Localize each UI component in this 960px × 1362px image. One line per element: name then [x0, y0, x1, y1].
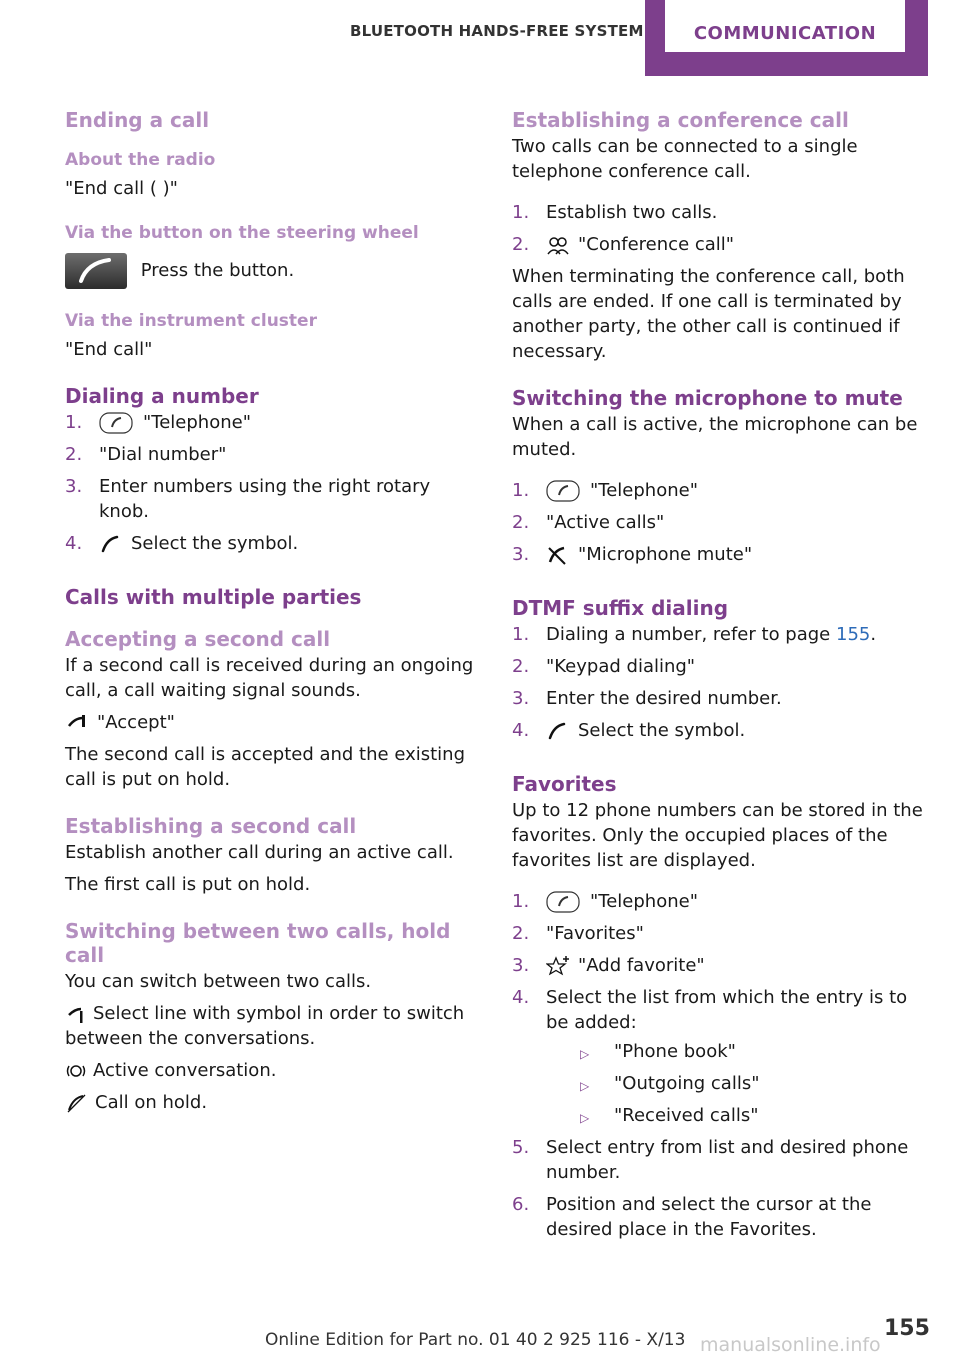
list-item: 1. Dialing a number, refer to page 155. [512, 624, 877, 645]
dialing-heading: Dialing a number [65, 384, 259, 408]
list-source-options [546, 1039, 932, 1128]
footer-edition: Online Edition for Part no. 01 40 2 925 116 - X/13 [265, 1330, 686, 1350]
right-column [512, 108, 932, 1249]
list-item: 1. "Telephone" [512, 891, 698, 912]
switch-text: You can switch between two calls. [65, 971, 372, 992]
conference-call-icon [546, 234, 568, 256]
mute-heading: Switching the microphone to mute [512, 386, 903, 410]
list-item: 2. "Conference call" [512, 234, 735, 255]
page-link[interactable]: 155 [836, 624, 871, 645]
dtmf-steps [512, 622, 932, 743]
favorites-steps [512, 889, 932, 1242]
switch-line-icon [65, 1003, 87, 1025]
list-item: 3. Enter numbers using the right rotary knob. [65, 476, 431, 522]
list-item: 1. "Telephone" [65, 412, 251, 433]
list-item: 2. "Favorites" [512, 923, 644, 944]
list-item: ▷ "Received calls" [580, 1105, 759, 1126]
favorites-heading: Favorites [512, 772, 617, 796]
accept-result: The second call is accepted and the existing call is put on hold. [65, 744, 465, 790]
conference-steps [512, 200, 932, 257]
steering-subheading: Via the button on the steering wheel [65, 223, 419, 243]
phone-handset-icon [99, 533, 121, 555]
microphone-mute-icon [546, 544, 568, 566]
watermark: manualsonline.info [700, 1334, 881, 1356]
dtmf-heading: DTMF suffix dialing [512, 596, 729, 620]
steering-row [65, 253, 483, 289]
list-item: 5. Select entry from list and desired phone number. [512, 1137, 909, 1183]
steering-text: Press the button. [140, 260, 295, 281]
conference-note: When terminating the conference call, both calls are ended. If one call is terminated by another party, the other call is continued if necessary. [512, 266, 905, 362]
list-item: 3. Enter the desired number. [512, 688, 782, 709]
active-conversation-icon [65, 1060, 87, 1082]
left-column [65, 108, 483, 1115]
radio-text: "End call ( )" [65, 178, 178, 199]
chapter-tab [645, 0, 928, 76]
list-item: 1. "Telephone" [512, 480, 698, 501]
establish-heading: Establishing a second call [65, 814, 357, 838]
list-item: 2. "Dial number" [65, 444, 227, 465]
list-item: ▷ "Outgoing calls" [580, 1073, 760, 1094]
accept-text: If a second call is received during an ongoing call, a call waiting signal sounds. [65, 655, 474, 701]
list-item: 3. "Add favorite" [512, 955, 705, 976]
conference-heading: Establishing a conference call [512, 108, 849, 132]
radio-subheading: About the radio [65, 150, 216, 170]
conference-text: Two calls can be connected to a single telephone conference call. [512, 136, 858, 182]
list-item: 4. Select the list from which the entry is to be added: ▷ "Phone book" ▷ "Outgoing calls" ▷ "Received calls" [512, 985, 932, 1128]
mute-text: When a call is active, the microphone can be muted. [512, 414, 918, 460]
list-item: 4. Select the symbol. [65, 533, 299, 554]
chapter-title: COMMUNICATION [665, 0, 905, 52]
establish-text-1: Establish another call during an active call. [65, 842, 454, 863]
switch-select-row: Select line with symbol in order to switch between the conversations. [65, 1003, 465, 1049]
on-hold-row: Call on hold. [65, 1090, 483, 1115]
add-favorite-icon [546, 955, 568, 977]
call-on-hold-icon [65, 1092, 87, 1114]
telephone-menu-icon [546, 480, 580, 502]
establish-text-2: The first call is put on hold. [65, 874, 311, 895]
list-item: 1. Establish two calls. [512, 202, 718, 223]
accept-call-icon [65, 712, 87, 734]
mute-steps [512, 478, 932, 567]
switch-heading: Switching between two calls, hold call [65, 919, 451, 967]
cluster-subheading: Via the instrument cluster [65, 311, 317, 331]
list-item: 3. "Microphone mute" [512, 544, 753, 565]
ending-call-heading: Ending a call [65, 108, 210, 132]
list-item: ▷ "Phone book" [580, 1041, 736, 1062]
list-item: 6. Position and select the cursor at the desired place in the Favorites. [512, 1194, 872, 1240]
page-number: 155 [884, 1316, 930, 1341]
header-section-title: BLUETOOTH HANDS-FREE SYSTEM [350, 22, 644, 40]
end-call-button-icon [65, 253, 127, 289]
list-item: 2. "Active calls" [512, 512, 665, 533]
list-item: 4. Select the symbol. [512, 720, 746, 741]
accept-row: "Accept" [65, 710, 483, 735]
active-conversation-row: Active conversation. [65, 1058, 483, 1083]
telephone-menu-icon [546, 891, 580, 913]
list-item: 2. "Keypad dialing" [512, 656, 696, 677]
phone-handset-icon [546, 720, 568, 742]
telephone-menu-icon [99, 412, 133, 434]
accept-heading: Accepting a second call [65, 627, 331, 651]
multi-party-heading: Calls with multiple parties [65, 585, 362, 609]
dialing-steps [65, 410, 483, 556]
cluster-text: "End call" [65, 339, 153, 360]
favorites-text: Up to 12 phone numbers can be stored in the favorites. Only the occupied places of the favorites list are displayed. [512, 800, 923, 871]
